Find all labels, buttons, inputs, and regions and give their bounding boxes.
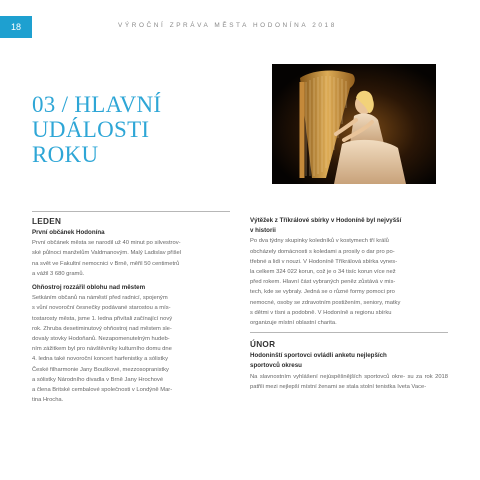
section-title-line: UDÁLOSTI xyxy=(32,117,150,142)
running-header: VÝROČNÍ ZPRÁVA MĚSTA HODONÍNA 2018 xyxy=(118,22,337,29)
article-subheading: Výtěžek z Tříkrálové sbírky v Hodoníně byl nejvyšší v historii xyxy=(250,217,402,235)
article-paragraph: První občánek města se narodil už 40 minut po silvestrov- ské půlnoci manželům Valdmanovým. Malý Ladislav přišel na svět ve Fakultní nemocnici v Brně, měřil 50 centimetrů a vážil 3 680 gramů. xyxy=(32,240,182,277)
section-title-line: 03 / HLAVNÍ xyxy=(32,92,162,117)
page-number-badge xyxy=(0,16,32,38)
article-subheading: První občánek Hodonína xyxy=(32,229,105,236)
month-heading: LEDEN xyxy=(32,217,62,226)
section-title xyxy=(32,92,161,167)
harpist-photo xyxy=(272,64,436,184)
page-number: 18 xyxy=(10,22,21,32)
article-paragraph: Na slavnostním vyhlášení nejúspěšnějších sportovců okre- su za rok 2018 patřili mezi nejlepší místní ženami se stala stolní tenistka Iveta Vace- xyxy=(250,373,448,390)
right-column xyxy=(250,216,448,392)
column-divider xyxy=(250,332,448,333)
article-paragraph: Setkáním občanů na náměstí před radnicí, spojeným s vůní novoroční česnečky podávané starostou a mís- tostarosty města, jsme 1. ledna přivítali začínající nový rok. Zhruba desetiminutový ohňostroj nad městem sle- dovaly stovky Hodoňanů. Nezapomenutelným hudeb- ním zážitkem byl pro návštěvníky kulturního domu dne 4. ledna také novoroční koncert harfenistky a sólistky České filharmonie Jany Bouškové, mezzosopranistky a sólistky Národního divadla v Brně Jany Hrochové a člena Britské cembalové společnosti v Londýně Mar- tina Hrocha. xyxy=(32,295,173,404)
article-subheading: Ohňostroj rozzářil oblohu nad městem xyxy=(32,284,146,292)
section-title-line: ROKU xyxy=(32,142,99,167)
article-subheading: Hodoninští sportovci ovládli anketu nejlepších sportovců okresu xyxy=(250,352,387,370)
harpist-skirt xyxy=(334,140,406,184)
harpist-photo-illustration xyxy=(272,64,436,184)
left-column xyxy=(32,211,230,405)
column-divider xyxy=(32,211,230,212)
article-paragraph: Po dva týdny skupinky koledníků v kostymech tří králů obcházely domácnosti s koledami a prosily o dar pro po- třebné a lidi v nouzi. V Hodoníně Tříkrálová sbírka vynes- la celkem 324 022 korun, což je o 34 tisíc korun více než před rokem. Hlavní část vybraných peněz zůstává v mis- tech, kde se vybraly. Jedná se o různé formy pomoci pro nemocné, osoby se zdravotním postižením, seniory, matky s dětmi v tísni a podobně. V Hodoníně a regionu sbírku organizuje místní oblastní charita. xyxy=(250,238,401,327)
month-heading: ÚNOR xyxy=(250,340,276,350)
